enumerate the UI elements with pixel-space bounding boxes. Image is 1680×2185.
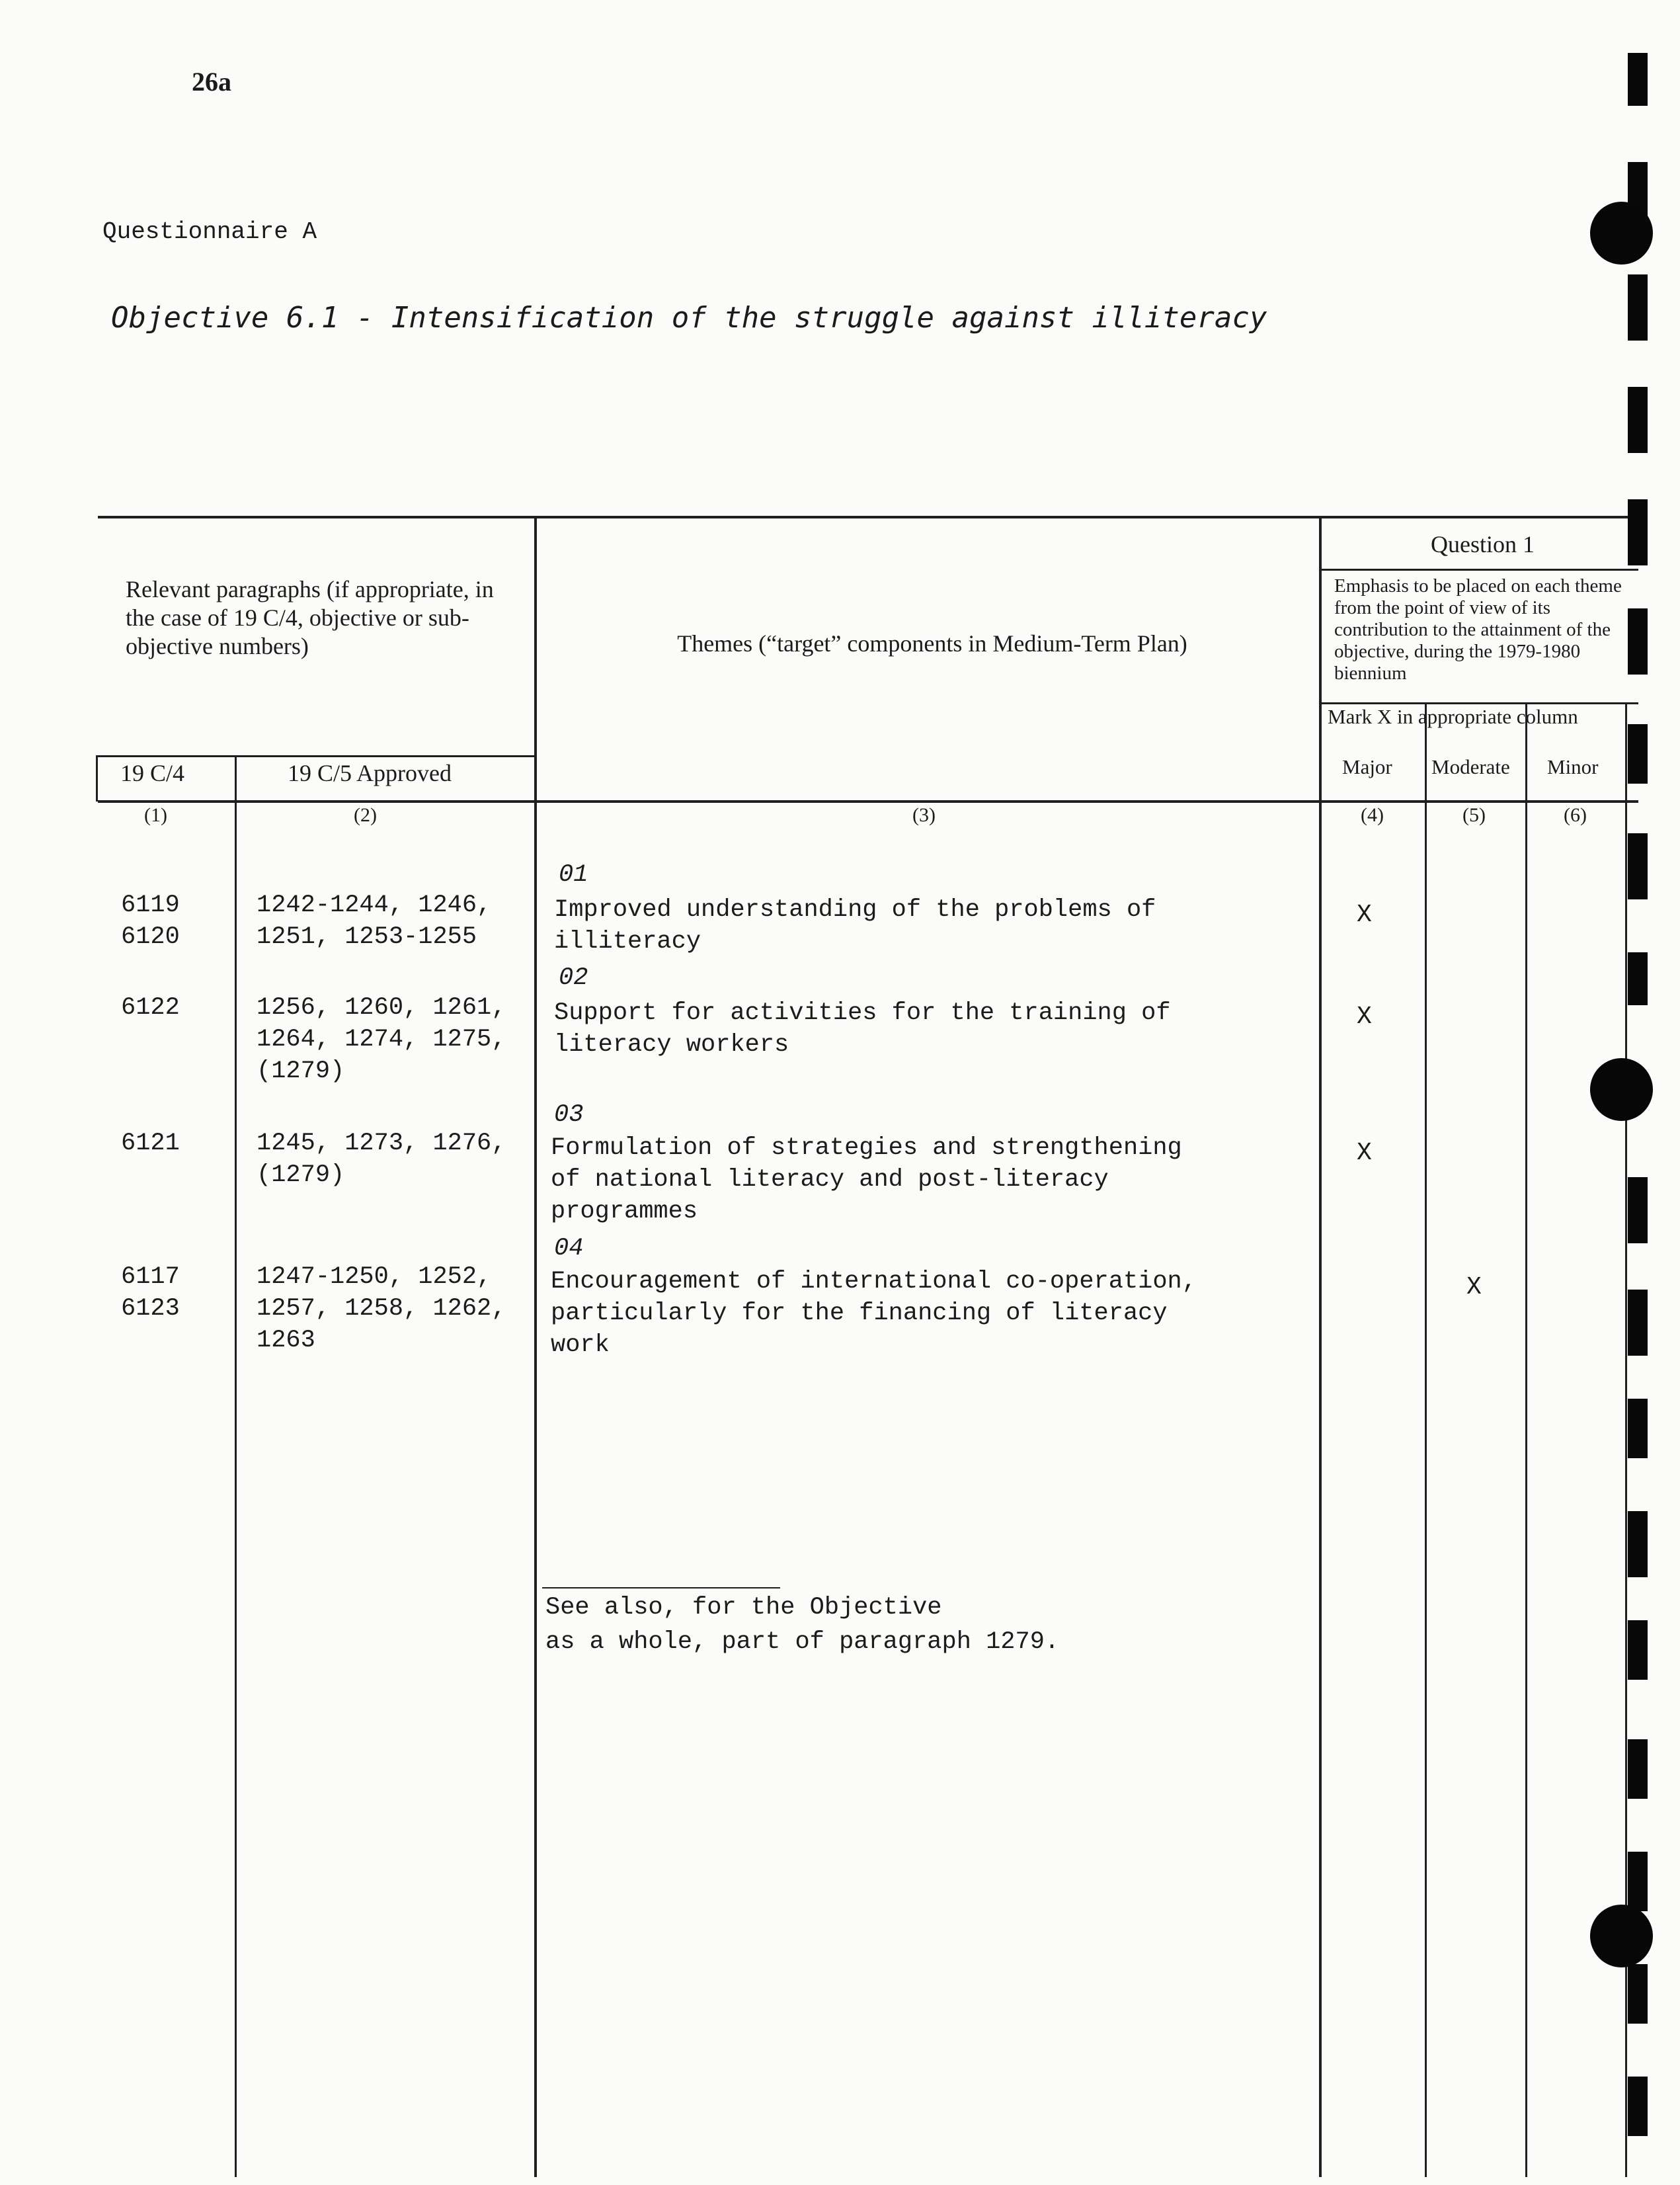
theme-text: Encouragement of international co-operation, particularly for the financing of literacy work (551, 1268, 1197, 1359)
header-relevant-paragraphs: Relevant paragraphs (if appropriate, in the case of 19 C/4, objective or sub-objective numbers) (126, 576, 494, 659)
row-19c4: 6119 6120 (121, 891, 180, 951)
row-19c5: 1242-1244, 1246, 1251, 1253-1255 (257, 891, 492, 951)
row-19c5: 1245, 1273, 1276, (1279) (257, 1130, 506, 1189)
theme-number: 04 (554, 1235, 584, 1262)
column-number-4: (4) (1361, 804, 1384, 826)
header-minor: Minor (1547, 755, 1599, 778)
theme-text: Improved understanding of the problems of illiteracy (554, 896, 1156, 956)
row-19c5: 1256, 1260, 1261, 1264, 1274, 1275, (1279) (257, 994, 506, 1085)
footnote: See also, for the Objective as a whole, part of paragraph 1279. (545, 1594, 1060, 1656)
column-number-1: (1) (144, 804, 167, 826)
theme-number: 02 (559, 964, 588, 992)
column-number-5: (5) (1462, 804, 1486, 826)
header-mark-x: Mark X in appropriate column (1328, 705, 1578, 728)
column-number-3: (3) (912, 804, 936, 826)
theme-number: 01 (559, 861, 588, 889)
column-number-6: (6) (1564, 804, 1587, 826)
header-moderate: Moderate (1431, 755, 1510, 778)
row-19c4: 6122 (121, 994, 180, 1022)
header-themes: Themes (“target” components in Medium-Term Plan) (677, 630, 1187, 657)
header-question-1: Question 1 (1431, 531, 1535, 557)
objective-title: Objective 6.1 - Intensification of the struggle against illiteracy (111, 301, 1267, 335)
major-mark: X (1357, 901, 1372, 929)
header-emphasis: Emphasis to be placed on each theme from the point of view of its contribution to the attainment of the objective, during the 1979-1980 biennium (1334, 575, 1622, 684)
major-mark: X (1357, 1003, 1372, 1031)
theme-text: Support for activities for the training of literacy workers (554, 999, 1171, 1059)
row-19c5: 1247-1250, 1252, 1257, 1258, 1262, 1263 (257, 1263, 506, 1354)
row-19c4: 6121 (121, 1130, 180, 1157)
row-19c4: 6117 6123 (121, 1263, 180, 1323)
questionnaire-label: Questionnaire A (102, 218, 317, 245)
column-number-2: (2) (354, 804, 377, 826)
moderate-mark: X (1466, 1273, 1482, 1301)
header-major: Major (1342, 755, 1392, 778)
major-mark: X (1357, 1139, 1372, 1167)
header-19c4: 19 C/4 (120, 760, 185, 786)
page-number: 26a (192, 67, 231, 97)
theme-number: 03 (554, 1101, 584, 1129)
theme-text: Formulation of strategies and strengthening of national literacy and post-literacy programmes (551, 1134, 1182, 1225)
header-19c5-approved: 19 C/5 Approved (288, 760, 452, 786)
